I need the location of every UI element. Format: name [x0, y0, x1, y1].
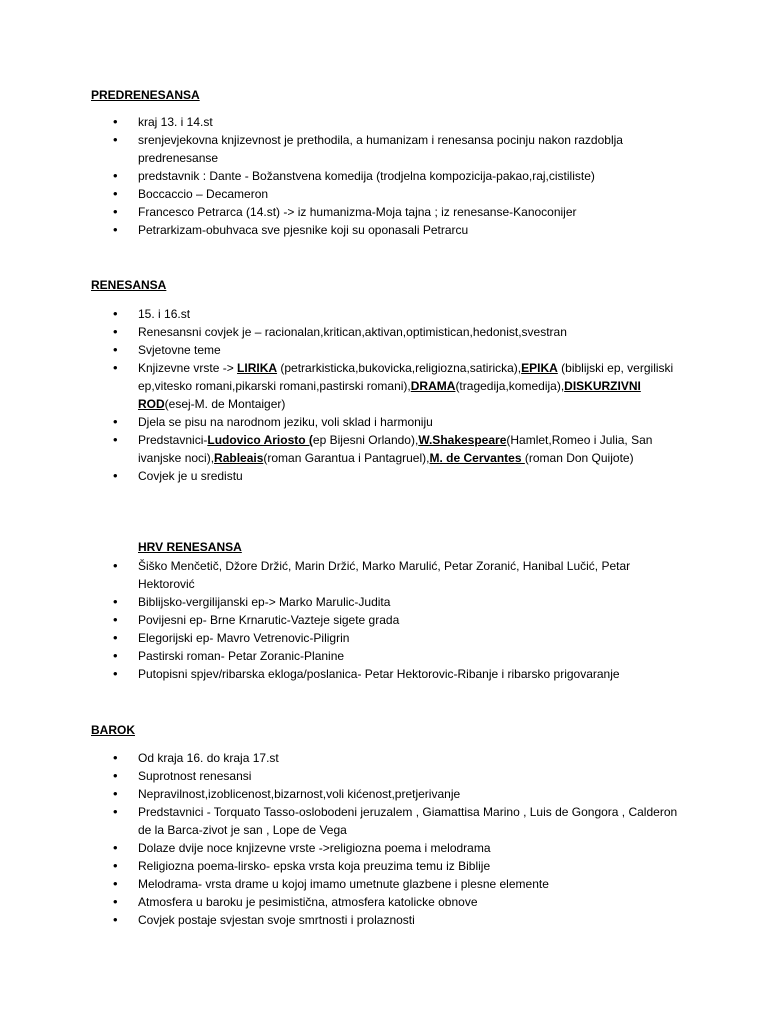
list-item: • srenjevjekovna knjizevnost je prethodila, a humanizam i renesansa pocinju nakon razdoblja predrenesanse [91, 131, 681, 167]
list-item-predstavnici [91, 431, 681, 467]
text: (Hamlet,Romeo i Julia, San ivanjske noci), [138, 433, 653, 465]
text: (biblijski ep, vergiliski ep,vitesko romani,pikarski romani,pastirski romani), [138, 361, 674, 393]
list-item: • Djela se pisu na narodnom jeziku, voli sklad i harmoniju [91, 413, 681, 431]
text: ep Bijesni Orlando), [312, 433, 419, 447]
list-item: • Atmosfera u baroku je pesimistična, atmosfera katolicke obnove [91, 893, 681, 911]
text: (esej-M. de Montaiger) [164, 397, 286, 411]
term-drama: DRAMA [410, 379, 456, 393]
name-cervantes: M. de Cervantes [429, 451, 525, 465]
list-item: • Covjek postaje svjestan svoje smrtnosti i prolaznosti [91, 911, 681, 929]
list-item: • Suprotnost renesansi [91, 767, 681, 785]
list-item: • predstavnik : Dante - Božanstvena komedija (trodjelna kompozicija-pakao,raj,cistiliste) [91, 167, 681, 185]
list-item: • Renesansni covjek je – racionalan,kritican,aktivan,optimistican,hedonist,svestran [91, 323, 681, 341]
term-epika: EPIKA [521, 361, 558, 375]
list-item: • Boccaccio – Decameron [91, 185, 681, 203]
list-item: • 15. i 16.st [91, 305, 681, 323]
list-item: • Pastirski roman- Petar Zoranic-Planine [91, 647, 681, 665]
list-item: • Religiozna poema-lirsko- epska vrsta koja preuzima temu iz Biblije [91, 857, 681, 875]
list-renesansa [91, 305, 681, 485]
list-item: • kraj 13. i 14.st [91, 113, 681, 131]
name-shakespeare: W.Shakespeare [418, 433, 507, 447]
text: (tragedija,komedija), [455, 379, 565, 393]
list-hrv-renesansa [91, 557, 681, 683]
list-predrenesansa [91, 113, 681, 239]
text: (petrarkisticka,bukovicka,religiozna,satiricka), [277, 361, 522, 375]
list-barok [91, 749, 681, 929]
text: Knjizevne vrste -> [138, 361, 238, 375]
list-item: • Predstavnici - Torquato Tasso-oslobodeni jeruzalem , Giamattisa Marino , Luis de Gongora , Calderon de la Barca-zivot je san , Lope de Vega [91, 803, 681, 839]
term-diskurzivni-rod: DISKURZIVNI ROD [138, 379, 641, 411]
list-item: • Povijesni ep- Brne Krnarutic-Vazteje sigete grada [91, 611, 681, 629]
list-item: • Biblijsko-vergilijanski ep-> Marko Marulic-Judita [91, 593, 681, 611]
name-ariosto: Ludovico Ariosto ( [207, 433, 313, 447]
list-item: • Melodrama- vrsta drame u kojoj imamo umetnute glazbene i plesne elemente [91, 875, 681, 893]
list-item: • Šiško Menčetič, Džore Držić, Marin Držić, Marko Marulić, Petar Zoranić, Hanibal Lučić, Petar Hektorović [91, 557, 681, 593]
list-item: • Nepravilnost,izoblicenost,bizarnost,voli kićenost,pretjerivanje [91, 785, 681, 803]
list-item: • Dolaze dvije noce knjizevne vrste ->religiozna poema i melodrama [91, 839, 681, 857]
list-item: • Svjetovne teme [91, 341, 681, 359]
text: (roman Garantua i Pantagruel), [263, 451, 430, 465]
heading-hrv-renesansa: HRV RENESANSA [138, 540, 242, 554]
list-item: • Covjek je u sredistu [91, 467, 681, 485]
name-rableais: Rableais [214, 451, 264, 465]
text: (roman Don Quijote) [524, 451, 634, 465]
list-item: • Elegorijski ep- Mavro Vetrenovic-Piligrin [91, 629, 681, 647]
list-item: • Francesco Petrarca (14.st) -> iz humanizma-Moja tajna ; iz renesanse-Kanoconijer [91, 203, 681, 221]
list-item: • Od kraja 16. do kraja 17.st [91, 749, 681, 767]
text: Predstavnici- [138, 433, 208, 447]
term-lirika: LIRIKA [237, 361, 278, 375]
heading-renesansa: RENESANSA [91, 278, 167, 292]
list-item: • Putopisni spjev/ribarska ekloga/poslanica- Petar Hektorovic-Ribanje i ribarsko prigovaranje [91, 665, 681, 683]
list-item-knjizevne-vrste [91, 359, 681, 413]
heading-barok: BAROK [91, 723, 135, 737]
list-item: • Petrarkizam-obuhvaca sve pjesnike koji su oponasali Petrarcu [91, 221, 681, 239]
heading-predrenesansa: PREDRENESANSA [91, 88, 200, 102]
